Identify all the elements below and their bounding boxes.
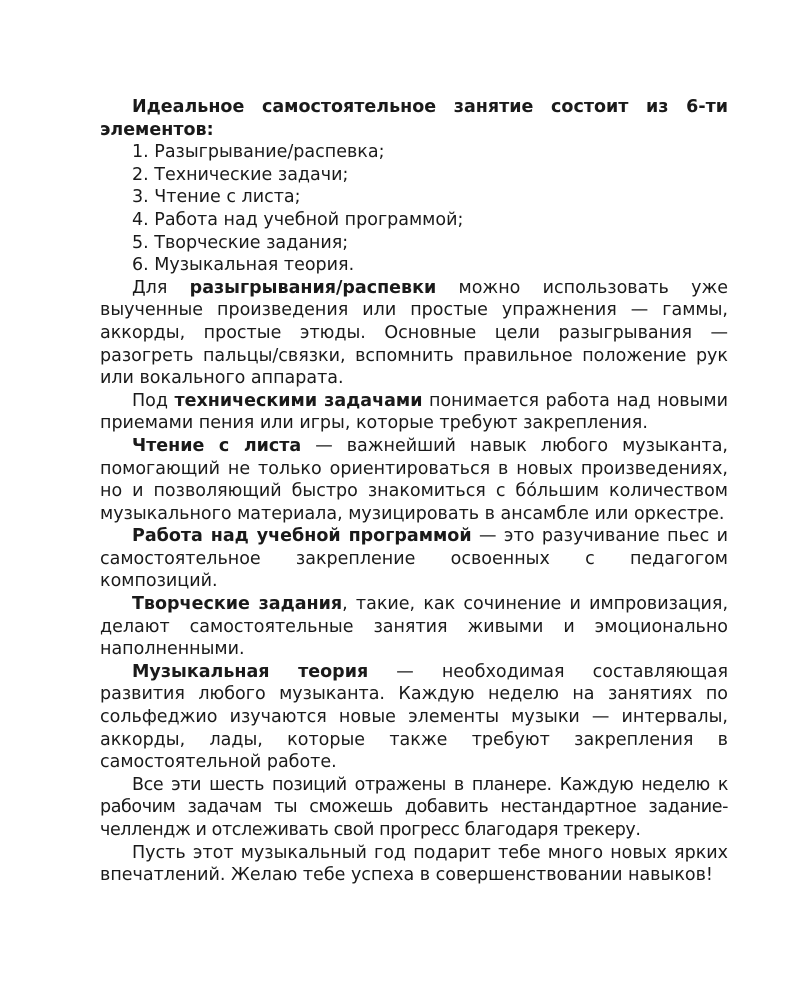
elements-list <box>100 141 728 277</box>
term-technical: техническими задачами <box>174 390 423 411</box>
term-theory: Музыкальная теория <box>132 661 369 682</box>
paragraph-sight-reading: Чтение с листа — важнейший навык любого музыканта, помогающий не только ориентироваться в новых произведениях, но и позволяющий быстро знакомиться с бóльшим количеством музыкального материала, музицировать в ансамбле или оркестре. <box>100 435 728 524</box>
term-creative: Творческие задания <box>132 594 343 615</box>
paragraph-warmup: Для разыгрывания/распевки можно использовать уже выученные произведения или простые упражнения — гаммы, аккорды, простые этюды. Основные цели разыгрывания — разогреть пальцы/связки, вспомнить правильное положение рук или вокального аппарата. <box>100 277 728 389</box>
paragraph-technical: Под техническими задачами понимается работа над новыми приемами пения или игры, которые требуют закрепления. <box>100 390 728 434</box>
term-program: Работа над учебной программой <box>132 526 472 547</box>
paragraph-creative: Творческие задания, такие, как сочинение и импровизация, делают самостоятельные занятия живыми и эмоционально наполненными. <box>100 594 729 660</box>
term-warmup: разыгрывания/распевки <box>189 277 437 298</box>
list-item: 1. Разыгрывание/распевка; <box>132 142 385 163</box>
list-item: 6. Музыкальная теория. <box>132 255 355 276</box>
paragraph-program: Работа над учебной программой — это разучивание пьес и самостоятельное закрепление освоенных с педагогом композиций. <box>100 526 728 592</box>
paragraph-theory: Музыкальная теория — необходимая составляющая развития любого музыканта. Каждую неделю на занятиях по сольфеджио изучаются новые элементы музыки — интервалы, аккорды, лады, которые также требуют закрепления в самостоятельной работе. <box>100 661 728 773</box>
list-item: 5. Творческие задания; <box>132 232 349 253</box>
term-sight-reading: Чтение с листа <box>132 435 302 456</box>
intro-heading: Идеальное самостоятельное занятие состоит из 6-ти элементов: <box>100 97 728 140</box>
list-item: 3. Чтение с листа; <box>132 187 301 208</box>
list-item: 2. Технические задачи; <box>132 164 349 185</box>
document-page <box>100 96 728 887</box>
paragraph-wish: Пусть этот музыкальный год подарит тебе много новых ярких впечатлений. Желаю тебе успеха в совершенствовании навыков! <box>100 842 728 886</box>
list-item: 4. Работа над учебной программой; <box>132 209 464 230</box>
paragraph-planner: Все эти шесть позиций отражены в планере. Каждую неделю к рабочим задачам ты сможешь добавить нестандартное задание-челлендж и отслеживать свой прогресс благодаря трекеру. <box>100 774 728 840</box>
